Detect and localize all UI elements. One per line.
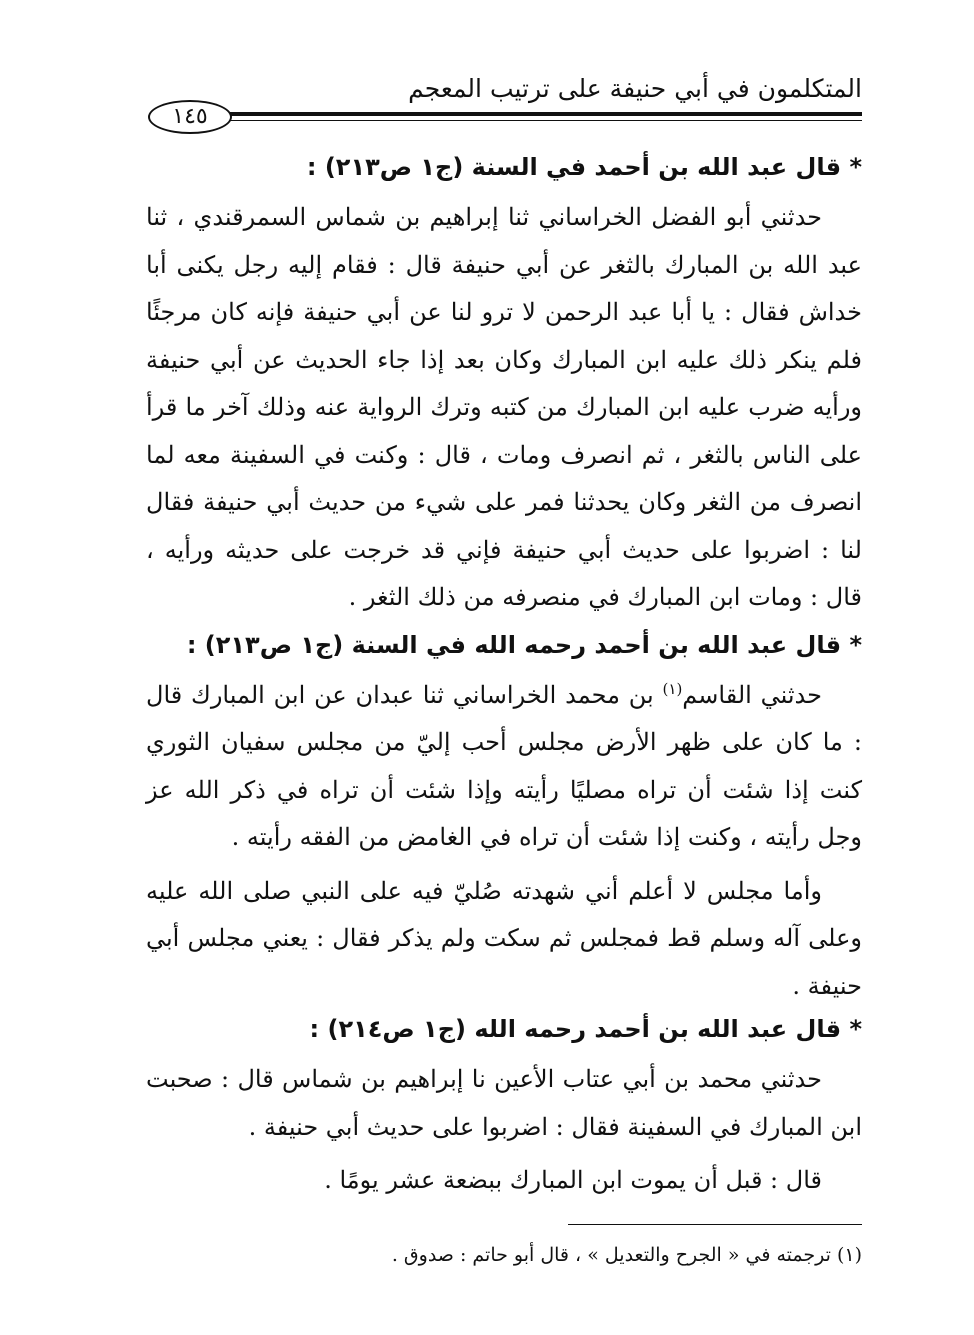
page-number: ١٤٥: [148, 100, 232, 134]
footnote-rule: [568, 1224, 862, 1225]
header-rule-thick: [220, 112, 862, 116]
section-heading: * قال عبد الله بن أحمد رحمه الله في السنة (ج١ ص٢١٣) :: [186, 630, 862, 659]
paragraph: قال : قبل أن يموت ابن المبارك ببضعة عشر يومًا .: [324, 1166, 822, 1194]
section-1: [146, 150, 862, 622]
paragraph-lead: حدثني القاسم: [682, 680, 822, 709]
footnote-reference: (١): [662, 679, 683, 698]
footnote: [146, 1240, 862, 1270]
paragraph: حدثني أبو الفضل الخراساني ثنا إبراهيم بن شماس السمرقندي ، ثنا عبد الله بن المبارك بالثغر عن أبي حنيفة قال : فقام إليه رجل يكنى أبا خداش فقال : يا أبا عبد الرحمن لا ترو لنا عن أبي حنيفة فإنه كان مرجئًا فلم ينكر ذلك عليه ابن المبارك وكان بعد إذا جاء الحديث عن أبي حنيفة ورأيه ضرب عليه ابن المبارك من كتبه وترك الرواية عنه وذلك آخر ما قرأ على الناس بالثغر ، ثم انصرف ومات ، قال : وكنت في السفينة معه لما انصرف من الثغر وكان يحدثنا فمر على شيء من حديث أبي حنيفة فقال لنا : اضربوا على حديث أبي حنيفة فإني قد خرجت على حديثه ورأيه ، قال : ومات ابن المبارك في منصرفه من ذلك الثغر .: [146, 203, 862, 611]
footnote-marker: (١): [836, 1244, 862, 1266]
paragraph: [146, 672, 862, 862]
paragraph: حدثني محمد بن أبي عتاب الأعين نا إبراهيم بن شماس قال : صحبت ابن المبارك في السفينة فقال : اضربوا على حديث أبي حنيفة .: [146, 1065, 862, 1141]
page-body: [146, 150, 862, 1211]
footnote-text: ترجمته في « الجرح والتعديل » ، قال أبو حاتم : صدوق .: [391, 1244, 831, 1266]
running-title: المتكلمون في أبي حنيفة على ترتيب المعجم: [408, 74, 862, 103]
section-heading: * قال عبد الله بن أحمد رحمه الله (ج١ ص٢١٤) :: [309, 1015, 862, 1043]
paragraph-text: بن محمد الخراساني ثنا عبدان عن ابن المبارك قال : ما كان على ظهر الأرض مجلس أحب إليّ من مجلس سفيان الثوري كنت إذا شئت أن تراه مصليًا رأيته وإذا شئت أن تراه في ذكر الله عز وجل رأيته ، وكنت إذا شئت أن تراه في الغامض من الفقه رأيته .: [146, 680, 863, 851]
header-rule-thin: [220, 120, 862, 121]
section-heading: * قال عبد الله بن أحمد في السنة (ج١ ص٢١٣) :: [306, 153, 862, 181]
section-3: [146, 1012, 862, 1205]
section-2: [146, 628, 862, 1011]
paragraph: وأما مجلس لا أعلم أني شهدته صُليّ فيه على النبي صلى الله عليه وعلى آله وسلم قط فمجلس ثم سكت ولم يذكر فقال : يعني مجلس أبي حنيفة .: [146, 876, 862, 1000]
